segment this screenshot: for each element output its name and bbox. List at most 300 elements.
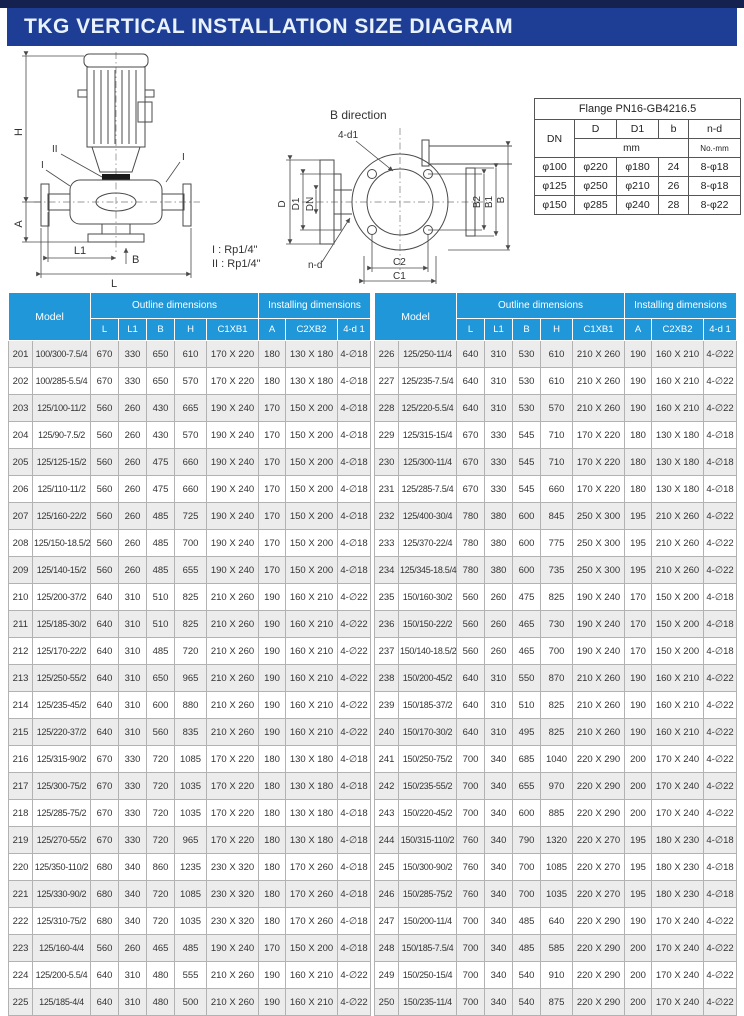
- table-row: [375, 665, 737, 692]
- cell-value: 190: [259, 638, 286, 665]
- cell-value: 4-∅22: [338, 611, 371, 638]
- cell-value: 660: [175, 476, 207, 503]
- cell-value: φ180: [617, 158, 659, 177]
- cell-value: 480: [147, 989, 175, 1016]
- cell-value: 210 X 260: [573, 395, 625, 422]
- cell-model: 125/285-7.5/4: [399, 476, 457, 503]
- cell-value: 340: [485, 881, 513, 908]
- cell-value: 560: [457, 638, 485, 665]
- cell-value: 195: [625, 530, 652, 557]
- cell-value: 8-φ18: [689, 177, 741, 196]
- cell-value: 210 X 260: [207, 962, 259, 989]
- cell-value: 190: [259, 692, 286, 719]
- cell-value: 4-∅18: [704, 611, 737, 638]
- cell-value: 1040: [541, 746, 573, 773]
- cell-value: 260: [485, 638, 513, 665]
- cell-row-no: 237: [375, 638, 399, 665]
- table-row: [9, 962, 371, 989]
- dimension-table-right: [374, 292, 737, 1016]
- cell-value: 4-∅22: [338, 584, 371, 611]
- cell-value: 310: [119, 584, 147, 611]
- cell-value: 260: [119, 449, 147, 476]
- table-row: [9, 584, 371, 611]
- cell-value: 180: [625, 422, 652, 449]
- cell-value: 190: [625, 665, 652, 692]
- cell-value: 260: [485, 584, 513, 611]
- cell-row-no: 220: [9, 854, 33, 881]
- cell-row-no: 216: [9, 746, 33, 773]
- table-row: [535, 158, 741, 177]
- table-row: [375, 584, 737, 611]
- table-row: [9, 530, 371, 557]
- note-I: I : Rp1/4": [212, 244, 258, 256]
- cell-value: 330: [485, 476, 513, 503]
- cell-value: 180: [259, 881, 286, 908]
- cell-value: 190 X 240: [207, 530, 259, 557]
- cell-row-no: 225: [9, 989, 33, 1016]
- cell-value: 600: [513, 557, 541, 584]
- cell-value: 230 X 320: [207, 854, 259, 881]
- cell-row-no: 248: [375, 935, 399, 962]
- cell-value: 195: [625, 557, 652, 584]
- cell-value: 310: [485, 368, 513, 395]
- dim-label-A: A: [13, 220, 25, 228]
- cell-row-no: 203: [9, 395, 33, 422]
- cell-value: 340: [485, 746, 513, 773]
- cell-value: 4-∅18: [704, 422, 737, 449]
- cell-value: 170: [259, 422, 286, 449]
- cell-value: 4-∅22: [338, 692, 371, 719]
- cell-value: 4-∅18: [338, 395, 371, 422]
- cell-model: 125/400-30/4: [399, 503, 457, 530]
- dim-label-H: H: [13, 128, 25, 136]
- cell-value: 190: [625, 692, 652, 719]
- cell-value: 170: [625, 611, 652, 638]
- cell-model: φ285: [575, 196, 617, 215]
- cell-value: 190: [625, 719, 652, 746]
- cell-value: 150 X 200: [286, 557, 338, 584]
- header-L: L: [457, 319, 485, 341]
- cell-value: φ210: [617, 177, 659, 196]
- cell-model: 125/330-90/2: [33, 881, 91, 908]
- flange-col-b: b: [659, 120, 689, 139]
- cell-value: 680: [91, 854, 119, 881]
- cell-row-no: 202: [9, 368, 33, 395]
- cell-value: 510: [513, 692, 541, 719]
- cell-value: 310: [119, 719, 147, 746]
- cell-value: 825: [175, 611, 207, 638]
- cell-value: 1035: [175, 773, 207, 800]
- cell-value: 1320: [541, 827, 573, 854]
- cell-value: 170 X 240: [652, 908, 704, 935]
- cell-value: 640: [91, 611, 119, 638]
- cell-row-no: 231: [375, 476, 399, 503]
- cell-value: 780: [457, 530, 485, 557]
- cell-value: 170: [625, 638, 652, 665]
- cell-value: 190 X 240: [207, 422, 259, 449]
- table-row: [375, 395, 737, 422]
- cell-value: 4-∅22: [704, 530, 737, 557]
- cell-model: 125/345-18.5/4: [399, 557, 457, 584]
- cell-row-no: 234: [375, 557, 399, 584]
- cell-row-no: 232: [375, 503, 399, 530]
- cell-value: 4-∅18: [338, 908, 371, 935]
- cell-value: 180: [259, 827, 286, 854]
- cell-value: 670: [91, 341, 119, 368]
- cell-value: 465: [147, 935, 175, 962]
- cell-row-no: 249: [375, 962, 399, 989]
- cell-value: 220 X 290: [573, 935, 625, 962]
- cell-value: 530: [513, 395, 541, 422]
- cell-value: 310: [485, 665, 513, 692]
- cell-value: 600: [513, 800, 541, 827]
- cell-value: 170 X 220: [207, 341, 259, 368]
- cell-value: 640: [457, 665, 485, 692]
- table-row: [375, 557, 737, 584]
- cell-value: 170 X 240: [652, 746, 704, 773]
- cell-value: 510: [147, 611, 175, 638]
- cell-value: 260: [119, 395, 147, 422]
- cell-value: 170 X 240: [652, 773, 704, 800]
- cell-value: 180: [625, 449, 652, 476]
- cell-row-no: 213: [9, 665, 33, 692]
- cell-value: 640: [91, 638, 119, 665]
- flange-col-dn: DN: [535, 120, 575, 158]
- cell-value: 4-∅18: [338, 881, 371, 908]
- cell-value: 150 X 200: [286, 530, 338, 557]
- cell-value: 170 X 240: [652, 800, 704, 827]
- cell-value: 4-∅22: [704, 935, 737, 962]
- b-direction-diagram: [250, 122, 520, 290]
- cell-value: 725: [175, 503, 207, 530]
- cell-row-no: 218: [9, 800, 33, 827]
- cell-value: 310: [119, 962, 147, 989]
- table-row: [375, 422, 737, 449]
- cell-row-no: φ125: [535, 177, 575, 196]
- cell-row-no: 228: [375, 395, 399, 422]
- cell-value: 160 X 210: [652, 719, 704, 746]
- cell-value: 190: [259, 989, 286, 1016]
- cell-value: 200: [625, 746, 652, 773]
- cell-value: 4-∅18: [338, 854, 371, 881]
- cell-value: 4-∅18: [704, 854, 737, 881]
- cell-model: 150/170-30/2: [399, 719, 457, 746]
- cell-row-no: φ100: [535, 158, 575, 177]
- table-row: [375, 368, 737, 395]
- cell-row-no: 235: [375, 584, 399, 611]
- header-L: L: [91, 319, 119, 341]
- cell-value: 965: [175, 665, 207, 692]
- cell-value: 210 X 260: [207, 638, 259, 665]
- cell-value: 180 X 230: [652, 827, 704, 854]
- header-C2XB2: C2XB2: [286, 319, 338, 341]
- cell-value: 640: [457, 341, 485, 368]
- cell-value: 230 X 320: [207, 908, 259, 935]
- cell-value: 485: [513, 908, 541, 935]
- cell-value: 680: [91, 908, 119, 935]
- cell-value: 4-∅22: [704, 989, 737, 1016]
- header-C1XB1: C1XB1: [573, 319, 625, 341]
- table-row: [9, 773, 371, 800]
- cell-value: 250 X 300: [573, 503, 625, 530]
- cell-value: 4-∅22: [704, 719, 737, 746]
- cell-value: 650: [147, 665, 175, 692]
- cell-value: 485: [175, 935, 207, 962]
- cell-value: 210 X 260: [652, 530, 704, 557]
- cell-value: 4-∅18: [338, 422, 371, 449]
- cell-value: 790: [513, 827, 541, 854]
- cell-model: φ220: [575, 158, 617, 177]
- cell-value: 660: [175, 449, 207, 476]
- table-row: [375, 800, 737, 827]
- cell-value: 330: [119, 773, 147, 800]
- cell-value: 310: [119, 611, 147, 638]
- cell-model: 125/125-15/2: [33, 449, 91, 476]
- dim-label-D: D: [277, 200, 288, 208]
- cell-value: 640: [457, 368, 485, 395]
- table-row: [375, 962, 737, 989]
- cell-value: 560: [91, 530, 119, 557]
- header-H: H: [175, 319, 207, 341]
- cell-value: 330: [119, 746, 147, 773]
- page-title: TKG VERTICAL INSTALLATION SIZE DIAGRAM: [24, 15, 514, 38]
- cell-value: 640: [457, 395, 485, 422]
- cell-row-no: 247: [375, 908, 399, 935]
- cell-value: 210 X 260: [207, 719, 259, 746]
- cell-row-no: 221: [9, 881, 33, 908]
- cell-model: 150/200-45/2: [399, 665, 457, 692]
- cell-value: 1035: [175, 800, 207, 827]
- table-row: [9, 503, 371, 530]
- cell-value: 190: [259, 665, 286, 692]
- cell-value: 4-∅18: [338, 476, 371, 503]
- cell-value: 160 X 210: [652, 368, 704, 395]
- cell-value: 190: [625, 368, 652, 395]
- cell-model: 150/150-22/2: [399, 611, 457, 638]
- cell-value: 220 X 290: [573, 773, 625, 800]
- header-outline-dimensions: Outline dimensions: [457, 293, 625, 319]
- header-B: B: [147, 319, 175, 341]
- cell-value: 170 X 260: [286, 908, 338, 935]
- cell-value: 180: [259, 800, 286, 827]
- cell-row-no: 217: [9, 773, 33, 800]
- cell-value: 180: [625, 476, 652, 503]
- cell-value: 4-∅22: [704, 341, 737, 368]
- cell-value: 150 X 200: [286, 449, 338, 476]
- cell-value: 260: [119, 503, 147, 530]
- cell-value: 560: [147, 719, 175, 746]
- cell-model: 150/235-55/2: [399, 773, 457, 800]
- cell-row-no: 246: [375, 881, 399, 908]
- table-row: [375, 773, 737, 800]
- cell-value: 570: [541, 395, 573, 422]
- cell-value: 260: [485, 611, 513, 638]
- cell-model: 150/220-45/2: [399, 800, 457, 827]
- cell-value: 210 X 260: [207, 692, 259, 719]
- cell-value: 160 X 210: [652, 395, 704, 422]
- cell-value: 4-∅22: [704, 908, 737, 935]
- cell-row-no: 226: [375, 341, 399, 368]
- cell-value: 670: [91, 827, 119, 854]
- cell-value: 190: [259, 611, 286, 638]
- table-row: [9, 422, 371, 449]
- cell-model: 125/185-30/2: [33, 611, 91, 638]
- cell-value: 540: [513, 962, 541, 989]
- cell-value: 340: [485, 773, 513, 800]
- label-4-d1: 4-d1: [338, 130, 359, 141]
- cell-value: 310: [119, 638, 147, 665]
- cell-value: 4-∅22: [338, 719, 371, 746]
- cell-value: 190 X 240: [207, 557, 259, 584]
- cell-value: 190 X 240: [207, 935, 259, 962]
- table-row: [375, 530, 737, 557]
- cell-value: 190 X 240: [207, 503, 259, 530]
- port-thread-notes: [212, 243, 261, 271]
- cell-value: 700: [457, 989, 485, 1016]
- table-row: [375, 341, 737, 368]
- table-row: [535, 177, 741, 196]
- cell-row-no: 241: [375, 746, 399, 773]
- port-label-II: II: [52, 144, 58, 155]
- cell-value: 170 X 220: [573, 422, 625, 449]
- cell-value: 260: [119, 530, 147, 557]
- cell-model: 150/235-11/4: [399, 989, 457, 1016]
- cell-value: 4-∅18: [338, 800, 371, 827]
- header-B: B: [513, 319, 541, 341]
- cell-value: 4-∅18: [704, 449, 737, 476]
- cell-value: 1085: [541, 854, 573, 881]
- cell-value: 4-∅22: [704, 665, 737, 692]
- header-outline-dimensions: Outline dimensions: [91, 293, 259, 319]
- cell-value: 200: [625, 773, 652, 800]
- table-row: [9, 638, 371, 665]
- table-row: [9, 692, 371, 719]
- cell-value: 330: [119, 368, 147, 395]
- cell-model: 150/250-15/4: [399, 962, 457, 989]
- cell-value: 430: [147, 395, 175, 422]
- cell-value: 560: [91, 395, 119, 422]
- cell-value: 170: [259, 476, 286, 503]
- cell-value: 150 X 200: [652, 584, 704, 611]
- cell-value: 210 X 260: [207, 665, 259, 692]
- cell-value: 600: [147, 692, 175, 719]
- cell-model: 100/285-5.5/4: [33, 368, 91, 395]
- cell-value: 190: [625, 395, 652, 422]
- cell-model: 125/315-90/2: [33, 746, 91, 773]
- cell-value: 210 X 260: [207, 584, 259, 611]
- cell-value: 720: [147, 908, 175, 935]
- cell-value: 4-∅22: [704, 395, 737, 422]
- cell-row-no: 211: [9, 611, 33, 638]
- cell-value: 200: [625, 800, 652, 827]
- table-row: [375, 935, 737, 962]
- cell-value: 4-∅18: [338, 530, 371, 557]
- table-row: [9, 908, 371, 935]
- cell-value: 845: [541, 503, 573, 530]
- cell-value: 560: [91, 476, 119, 503]
- cell-value: 710: [541, 449, 573, 476]
- cell-value: 190 X 240: [207, 449, 259, 476]
- dim-label-L: L: [110, 278, 118, 290]
- cell-value: 560: [91, 503, 119, 530]
- cell-value: 665: [175, 395, 207, 422]
- cell-value: 160 X 210: [286, 611, 338, 638]
- cell-value: 760: [457, 881, 485, 908]
- dim-label-D1: D1: [291, 197, 302, 211]
- table-row: [9, 611, 371, 638]
- cell-value: 190 X 240: [207, 476, 259, 503]
- cell-model: 125/350-110/2: [33, 854, 91, 881]
- cell-value: 150 X 200: [286, 935, 338, 962]
- cell-value: 130 X 180: [286, 800, 338, 827]
- label-n-d: n-d: [308, 260, 323, 271]
- cell-value: 825: [541, 692, 573, 719]
- table-row: [9, 854, 371, 881]
- cell-value: 150 X 200: [286, 503, 338, 530]
- cell-value: 170 X 260: [286, 881, 338, 908]
- cell-model: 125/150-18.5/2: [33, 530, 91, 557]
- header-C2XB2: C2XB2: [652, 319, 704, 341]
- cell-value: 685: [513, 746, 541, 773]
- cell-model: 150/300-90/2: [399, 854, 457, 881]
- dim-label-C1: C1: [393, 271, 406, 282]
- cell-value: 4-∅18: [338, 827, 371, 854]
- cell-value: 640: [91, 989, 119, 1016]
- cell-value: 4-∅18: [338, 341, 371, 368]
- cell-value: 1085: [175, 881, 207, 908]
- cell-value: 720: [175, 638, 207, 665]
- cell-value: 1085: [175, 746, 207, 773]
- table-row: [9, 935, 371, 962]
- cell-value: 160 X 210: [286, 692, 338, 719]
- cell-value: 340: [485, 989, 513, 1016]
- cell-value: 180: [259, 854, 286, 881]
- header-A: A: [625, 319, 652, 341]
- cell-value: 650: [147, 368, 175, 395]
- cell-value: 560: [457, 584, 485, 611]
- cell-value: 170 X 240: [652, 989, 704, 1016]
- cell-value: 560: [91, 449, 119, 476]
- cell-value: 220 X 270: [573, 881, 625, 908]
- cell-value: 220 X 270: [573, 854, 625, 881]
- table-row: [375, 854, 737, 881]
- dimension-table-left: [8, 292, 371, 1016]
- cell-row-no: 209: [9, 557, 33, 584]
- cell-value: 160 X 210: [286, 665, 338, 692]
- cell-value: 220 X 290: [573, 908, 625, 935]
- cell-value: 640: [91, 692, 119, 719]
- cell-value: 670: [91, 800, 119, 827]
- cell-value: 610: [541, 368, 573, 395]
- cell-row-no: 204: [9, 422, 33, 449]
- cell-row-no: 227: [375, 368, 399, 395]
- dim-label-B2: B2: [472, 195, 483, 209]
- cell-value: 200: [625, 989, 652, 1016]
- cell-value: 170: [259, 395, 286, 422]
- cell-value: 210 X 260: [573, 719, 625, 746]
- cell-row-no: 233: [375, 530, 399, 557]
- header-C1XB1: C1XB1: [207, 319, 259, 341]
- dim-label-DN: DN: [305, 196, 316, 212]
- cell-row-no: 243: [375, 800, 399, 827]
- cell-value: 885: [541, 800, 573, 827]
- cell-row-no: 245: [375, 854, 399, 881]
- cell-value: 130 X 180: [652, 449, 704, 476]
- cell-row-no: 223: [9, 935, 33, 962]
- cell-value: 640: [91, 584, 119, 611]
- cell-value: 530: [513, 368, 541, 395]
- cell-value: 760: [457, 854, 485, 881]
